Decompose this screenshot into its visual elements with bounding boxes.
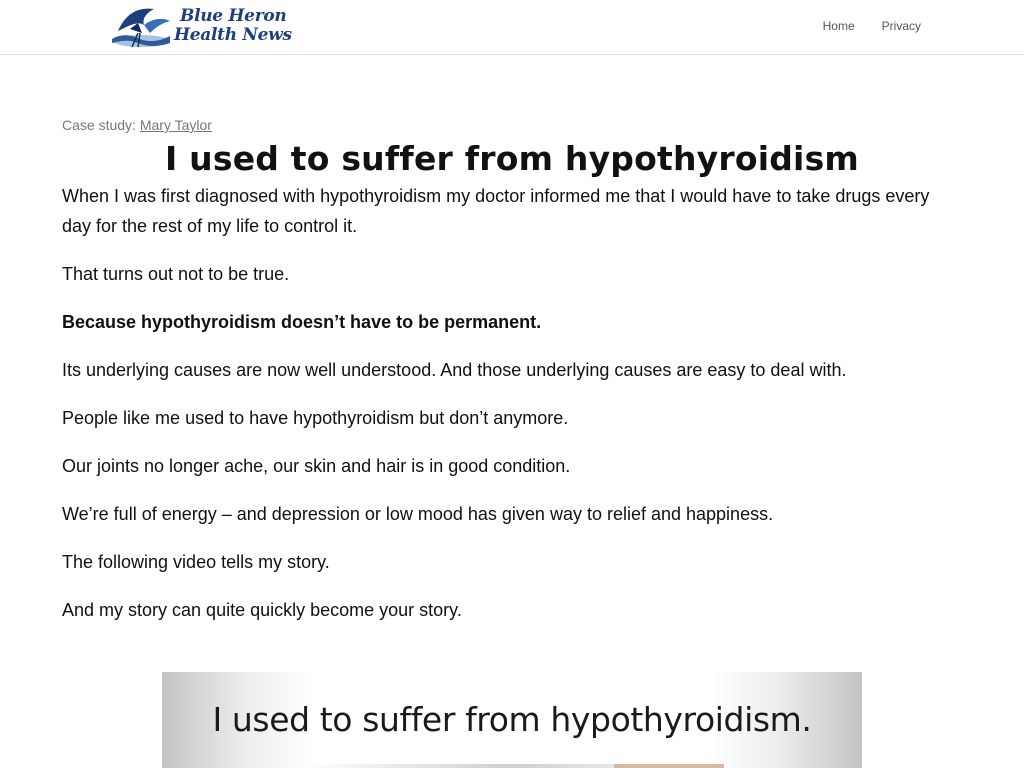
case-study-label: Case study: — [62, 117, 136, 133]
paragraph: And my story can quite quickly become your story. — [62, 600, 462, 620]
paragraph: When I was first diagnosed with hypothyroidism my doctor informed me that I would have to take drugs every day for the rest of my life to control it. — [62, 186, 930, 236]
paragraph: People like me used to have hypothyroidism but don’t anymore. — [62, 408, 569, 428]
logo-wordmark — [174, 3, 298, 45]
heron-logo-icon — [108, 3, 174, 51]
video-player[interactable] — [162, 672, 862, 768]
case-study-byline — [62, 116, 962, 134]
article-body — [62, 181, 962, 625]
site-header — [0, 0, 1024, 55]
main-nav — [823, 19, 921, 33]
site-logo[interactable] — [108, 3, 298, 51]
article-title: I used to suffer from hypothyroidism — [165, 139, 859, 178]
logo-line-1: Blue Heron — [180, 6, 287, 26]
case-study-author-link[interactable]: Mary Taylor — [139, 117, 212, 133]
paragraph: We’re full of energy – and depression or low mood has given way to relief and happiness. — [62, 504, 774, 524]
video-photo-thumbnail — [614, 764, 724, 768]
nav-privacy-link[interactable]: Privacy — [881, 19, 921, 33]
video-title-frame: I used to suffer from hypothyroidism. — [212, 700, 812, 739]
paragraph: Our joints no longer ache, our skin and hair is in good condition. — [62, 456, 571, 476]
paragraph-emphasis: Because hypothyroidism doesn’t have to be permanent. — [62, 312, 542, 332]
paragraph: That turns out not to be true. — [62, 264, 290, 284]
logo-line-2: Health News — [174, 25, 292, 45]
nav-home-link[interactable]: Home — [822, 19, 855, 33]
paragraph: Its underlying causes are now well understood. And those underlying causes are easy to deal with. — [62, 360, 847, 380]
article — [62, 116, 962, 625]
paragraph: The following video tells my story. — [62, 552, 330, 572]
